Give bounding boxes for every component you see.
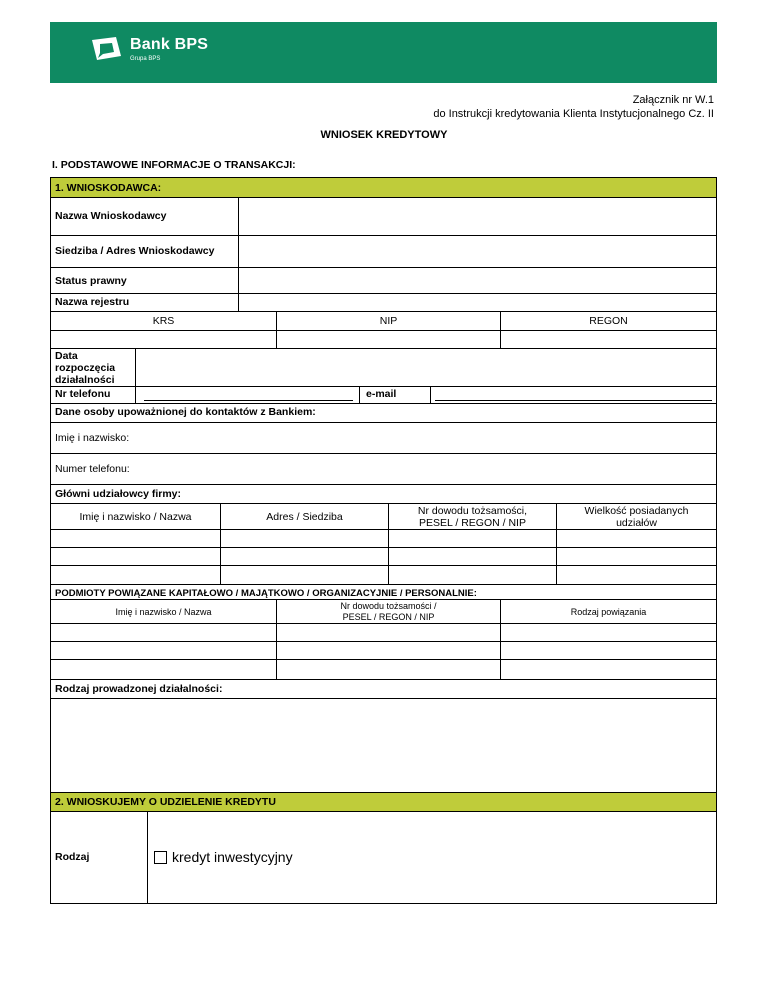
legal-status-row	[51, 268, 716, 294]
table-row[interactable]	[51, 642, 716, 660]
applicant-name-label: Nazwa Wnioskodawcy	[55, 210, 167, 222]
phone-email-row	[51, 387, 716, 404]
contact-phone-row[interactable]	[51, 454, 716, 485]
related-col-relation: Rodzaj powiązania	[570, 607, 647, 617]
activity-heading-row	[51, 680, 716, 699]
table-row[interactable]	[51, 548, 716, 566]
annex-line-1: Załącznik nr W.1	[632, 94, 714, 106]
start-date-row	[51, 349, 716, 387]
activity-heading: Rodzaj prowadzonej działalności:	[55, 683, 223, 695]
krs-label: KRS	[152, 315, 175, 327]
krs-field[interactable]	[51, 331, 276, 348]
nip-label: NIP	[379, 315, 398, 327]
start-date-label: Data rozpoczęcia działalności	[55, 350, 116, 386]
id-header-row	[51, 312, 716, 331]
loan-heading-row	[51, 793, 716, 812]
related-header-row	[51, 600, 716, 624]
applicant-name-field[interactable]	[238, 198, 716, 235]
loan-heading: 2. WNIOSKUJEMY O UDZIELENIE KREDYTU	[55, 796, 276, 808]
annex-line-2: do Instrukcji kredytowania Klienta Instytucjonalnego Cz. II	[433, 108, 714, 120]
table-row[interactable]	[51, 660, 716, 680]
contact-heading-row	[51, 404, 716, 423]
table-row[interactable]	[51, 566, 716, 585]
phone-field[interactable]	[135, 387, 359, 403]
bank-group: Grupa BPS	[130, 56, 161, 62]
contact-phone-label: Numer telefonu:	[55, 463, 130, 475]
regon-field[interactable]	[500, 331, 716, 348]
legal-status-field[interactable]	[238, 268, 716, 293]
nip-field[interactable]	[276, 331, 500, 348]
shareholders-col-address: Adres / Siedziba	[266, 511, 343, 523]
email-underline	[435, 400, 712, 401]
applicant-address-field[interactable]	[238, 236, 716, 267]
investment-loan-checkbox[interactable]	[154, 851, 167, 864]
start-date-field[interactable]	[135, 349, 716, 386]
bank-name: Bank BPS	[130, 36, 209, 53]
shareholders-col-shares: Wielkość posiadanych udziałów	[584, 505, 689, 529]
section-title: I. PODSTAWOWE INFORMACJE O TRANSAKCJI:	[52, 159, 296, 171]
applicant-name-row	[51, 198, 716, 236]
loan-type-row	[51, 812, 716, 903]
regon-label: REGON	[589, 315, 628, 327]
email-field[interactable]	[430, 387, 716, 403]
phone-underline	[144, 400, 353, 401]
header-bar	[50, 22, 717, 83]
applicant-heading-row	[51, 178, 716, 198]
activity-field[interactable]	[51, 699, 716, 793]
table-row[interactable]	[51, 530, 716, 548]
registry-field[interactable]	[238, 294, 716, 311]
related-col-id: Nr dowodu tożsamości / PESEL / REGON / NIP	[340, 601, 437, 622]
email-label: e-mail	[366, 388, 397, 400]
legal-status-label: Status prawny	[55, 275, 127, 287]
shareholders-col-name: Imię i nazwisko / Nazwa	[79, 511, 192, 523]
applicant-address-label: Siedziba / Adres Wnioskodawcy	[55, 245, 215, 257]
applicant-address-row	[51, 236, 716, 268]
registry-label: Nazwa rejestru	[55, 296, 130, 308]
bank-logo-icon	[88, 36, 124, 62]
shareholders-heading-row	[51, 485, 716, 504]
related-heading-row	[51, 585, 716, 600]
annex-note	[433, 93, 714, 121]
table-row[interactable]	[51, 624, 716, 642]
related-col-name: Imię i nazwisko / Nazwa	[115, 607, 212, 617]
shareholders-col-id: Nr dowodu tożsamości, PESEL / REGON / NIP	[417, 505, 528, 529]
loan-type-label: Rodzaj	[55, 851, 90, 863]
id-values-row	[51, 331, 716, 349]
registry-row	[51, 294, 716, 312]
contact-name-row[interactable]	[51, 423, 716, 454]
shareholders-heading: Główni udziałowcy firmy:	[55, 488, 182, 500]
applicant-heading: 1. WNIOSKODAWCA:	[55, 182, 162, 194]
contact-heading: Dane osoby upoważnionej do kontaktów z Bankiem:	[55, 406, 316, 418]
shareholders-header-row	[51, 504, 716, 530]
contact-name-label: Imię i nazwisko:	[55, 432, 130, 444]
document-title: WNIOSEK KREDYTOWY	[320, 129, 448, 141]
phone-label: Nr telefonu	[55, 388, 111, 400]
investment-loan-label[interactable]: kredyt inwestycyjny	[172, 849, 293, 865]
related-heading: PODMIOTY POWIĄZANE KAPITAŁOWO / MAJĄTKOWO / ORGANIZACYJNIE / PERSONALNIE:	[55, 588, 477, 599]
application-form	[50, 177, 717, 904]
